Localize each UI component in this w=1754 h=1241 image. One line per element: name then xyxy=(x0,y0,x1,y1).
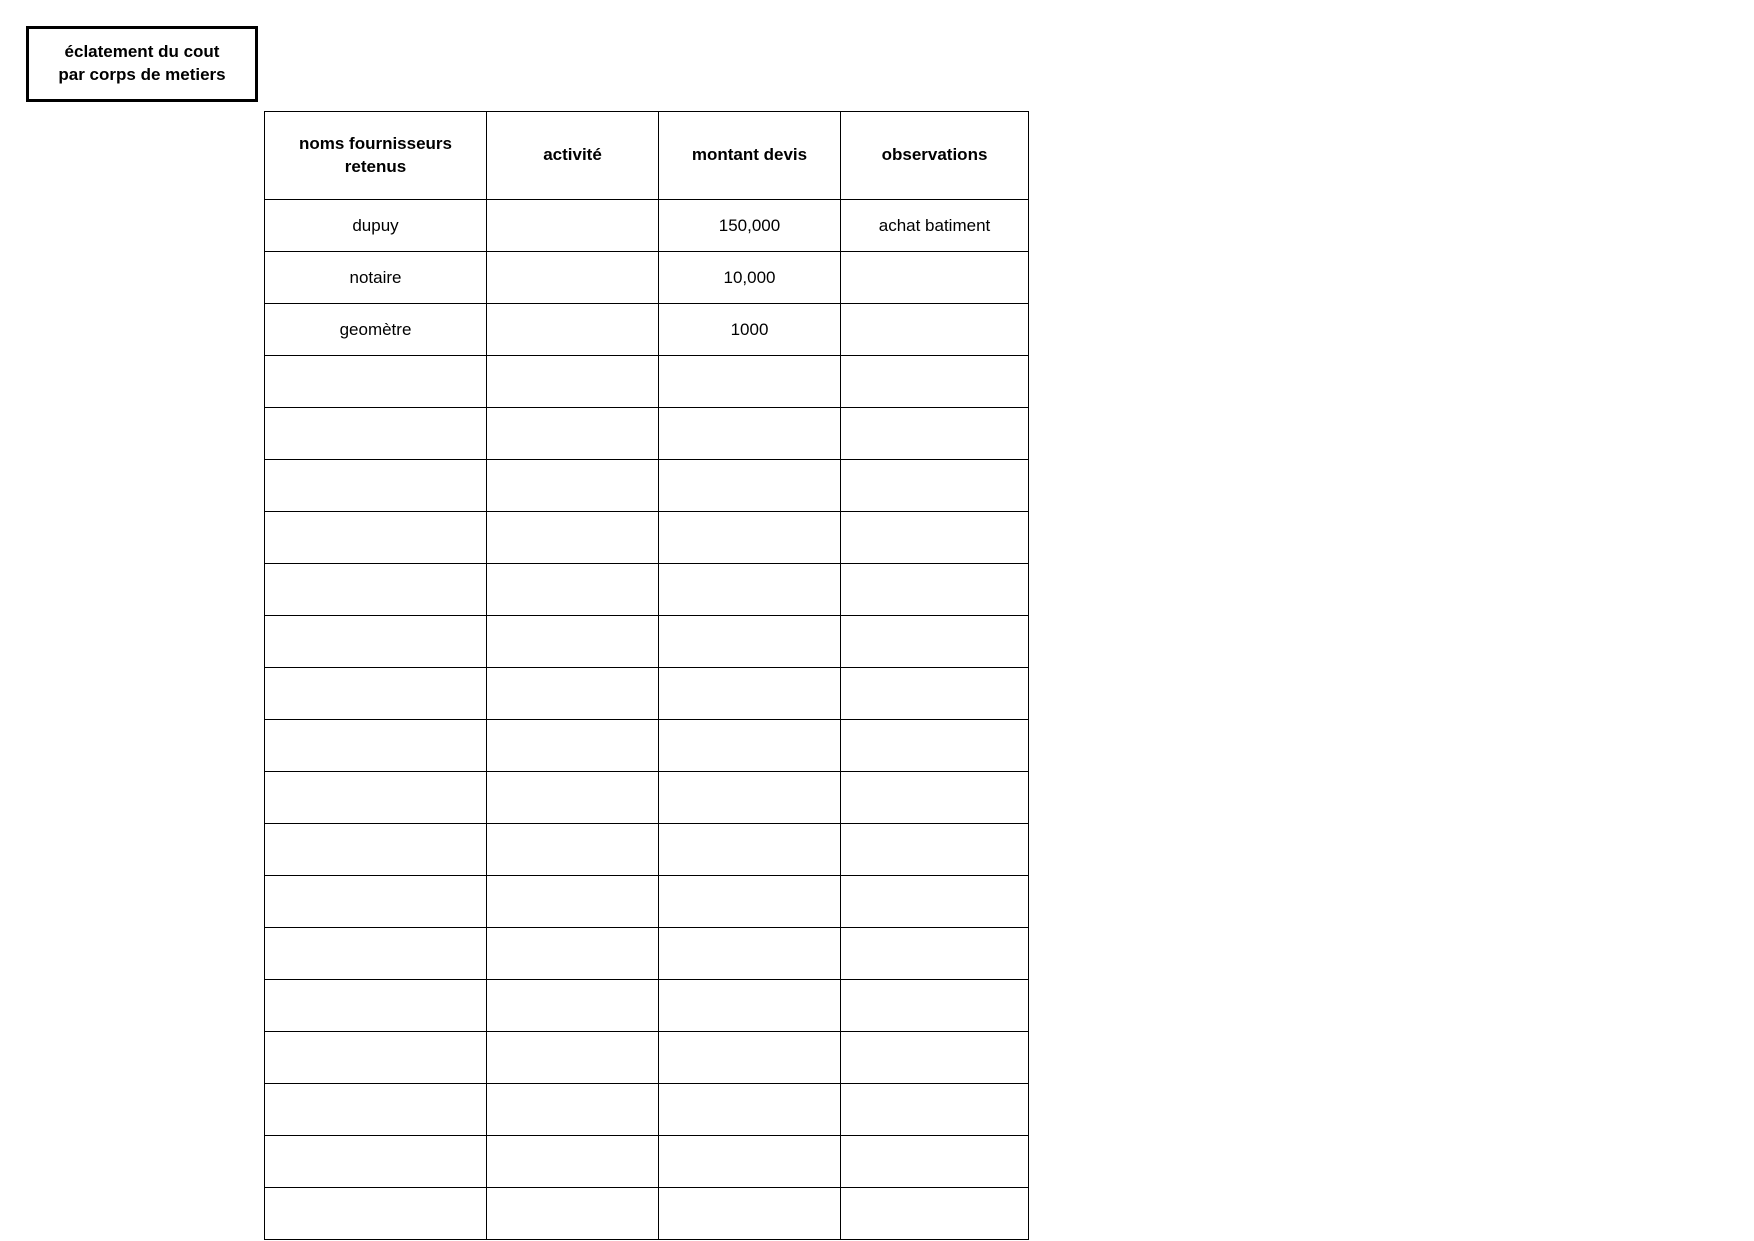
cell-nom[interactable] xyxy=(265,564,487,616)
cell-nom[interactable] xyxy=(265,356,487,408)
cell-activite[interactable] xyxy=(487,876,659,928)
cell-montant[interactable] xyxy=(659,616,841,668)
cell-observations[interactable] xyxy=(841,304,1029,356)
cell-observations[interactable] xyxy=(841,356,1029,408)
cell-activite[interactable] xyxy=(487,460,659,512)
cell-activite[interactable] xyxy=(487,1188,659,1240)
cell-observations[interactable] xyxy=(841,1032,1029,1084)
cell-observations[interactable] xyxy=(841,460,1029,512)
cell-observations[interactable] xyxy=(841,824,1029,876)
cell-nom[interactable] xyxy=(265,720,487,772)
table-row xyxy=(265,616,1029,668)
column-header-observations: observations xyxy=(841,112,1029,200)
cell-montant[interactable] xyxy=(659,720,841,772)
cell-nom[interactable] xyxy=(265,928,487,980)
cell-observations[interactable] xyxy=(841,252,1029,304)
cell-activite[interactable] xyxy=(487,1032,659,1084)
cell-nom[interactable]: geomètre xyxy=(265,304,487,356)
column-header-montant-devis: montant devis xyxy=(659,112,841,200)
table-row xyxy=(265,304,1029,356)
table-row xyxy=(265,772,1029,824)
cell-activite[interactable] xyxy=(487,668,659,720)
cell-nom[interactable] xyxy=(265,824,487,876)
cell-observations[interactable] xyxy=(841,876,1029,928)
table-row xyxy=(265,252,1029,304)
cell-nom[interactable] xyxy=(265,1084,487,1136)
table-row xyxy=(265,460,1029,512)
table-header-row xyxy=(265,112,1029,200)
cell-nom[interactable] xyxy=(265,1032,487,1084)
cell-observations[interactable]: achat batiment xyxy=(841,200,1029,252)
table-row xyxy=(265,564,1029,616)
cell-activite[interactable] xyxy=(487,980,659,1032)
cell-activite[interactable] xyxy=(487,512,659,564)
table-row xyxy=(265,1084,1029,1136)
cell-nom[interactable] xyxy=(265,408,487,460)
cell-montant[interactable] xyxy=(659,772,841,824)
cell-observations[interactable] xyxy=(841,668,1029,720)
title-line-2: par corps de metiers xyxy=(58,65,226,84)
cell-montant[interactable] xyxy=(659,668,841,720)
cell-activite[interactable] xyxy=(487,928,659,980)
title-text xyxy=(52,41,231,87)
table-row xyxy=(265,408,1029,460)
table-row xyxy=(265,824,1029,876)
cell-activite[interactable] xyxy=(487,616,659,668)
table-row xyxy=(265,928,1029,980)
cell-observations[interactable] xyxy=(841,1136,1029,1188)
table-row xyxy=(265,876,1029,928)
cell-montant[interactable] xyxy=(659,1136,841,1188)
cell-activite[interactable] xyxy=(487,408,659,460)
table-row xyxy=(265,512,1029,564)
cell-montant[interactable] xyxy=(659,824,841,876)
cell-montant[interactable] xyxy=(659,876,841,928)
cell-nom[interactable]: dupuy xyxy=(265,200,487,252)
cell-observations[interactable] xyxy=(841,720,1029,772)
cell-observations[interactable] xyxy=(841,512,1029,564)
cell-nom[interactable] xyxy=(265,616,487,668)
cell-montant[interactable] xyxy=(659,1188,841,1240)
cell-observations[interactable] xyxy=(841,564,1029,616)
cell-montant[interactable] xyxy=(659,356,841,408)
cell-nom[interactable] xyxy=(265,876,487,928)
cell-nom[interactable] xyxy=(265,980,487,1032)
cell-observations[interactable] xyxy=(841,1084,1029,1136)
suppliers-table xyxy=(264,111,1029,1240)
table-row xyxy=(265,980,1029,1032)
table-row xyxy=(265,1136,1029,1188)
cell-montant[interactable] xyxy=(659,980,841,1032)
cell-montant[interactable] xyxy=(659,1084,841,1136)
table-row xyxy=(265,200,1029,252)
cell-observations[interactable] xyxy=(841,980,1029,1032)
column-header-noms-fournisseurs: noms fournisseurs retenus xyxy=(265,112,487,200)
cell-activite[interactable] xyxy=(487,304,659,356)
cell-montant[interactable]: 10,000 xyxy=(659,252,841,304)
cell-activite[interactable] xyxy=(487,772,659,824)
cell-montant[interactable] xyxy=(659,928,841,980)
table-body xyxy=(265,200,1029,1240)
table-row xyxy=(265,668,1029,720)
cell-montant[interactable] xyxy=(659,1032,841,1084)
cell-observations[interactable] xyxy=(841,1188,1029,1240)
cell-activite[interactable] xyxy=(487,252,659,304)
cell-observations[interactable] xyxy=(841,616,1029,668)
cell-montant[interactable]: 1000 xyxy=(659,304,841,356)
cell-montant[interactable] xyxy=(659,408,841,460)
table-row xyxy=(265,1032,1029,1084)
table-header xyxy=(265,112,1029,200)
cell-activite[interactable] xyxy=(487,1084,659,1136)
cell-nom[interactable] xyxy=(265,512,487,564)
cell-montant[interactable]: 150,000 xyxy=(659,200,841,252)
cell-activite[interactable] xyxy=(487,564,659,616)
cell-nom[interactable] xyxy=(265,1136,487,1188)
cell-nom[interactable] xyxy=(265,772,487,824)
column-header-activite: activité xyxy=(487,112,659,200)
cell-montant[interactable] xyxy=(659,460,841,512)
table-row xyxy=(265,1188,1029,1240)
cell-nom[interactable] xyxy=(265,668,487,720)
cell-activite[interactable] xyxy=(487,824,659,876)
cell-montant[interactable] xyxy=(659,564,841,616)
cell-nom[interactable] xyxy=(265,460,487,512)
cell-activite[interactable] xyxy=(487,1136,659,1188)
title-box xyxy=(26,26,258,102)
cell-observations[interactable] xyxy=(841,408,1029,460)
cell-observations[interactable] xyxy=(841,928,1029,980)
cell-nom[interactable] xyxy=(265,1188,487,1240)
cell-activite[interactable] xyxy=(487,720,659,772)
cell-activite[interactable] xyxy=(487,200,659,252)
title-line-1: éclatement du cout xyxy=(64,42,220,62)
cell-observations[interactable] xyxy=(841,772,1029,824)
cell-montant[interactable] xyxy=(659,512,841,564)
cell-nom[interactable]: notaire xyxy=(265,252,487,304)
cell-activite[interactable] xyxy=(487,356,659,408)
table-row xyxy=(265,356,1029,408)
table-row xyxy=(265,720,1029,772)
